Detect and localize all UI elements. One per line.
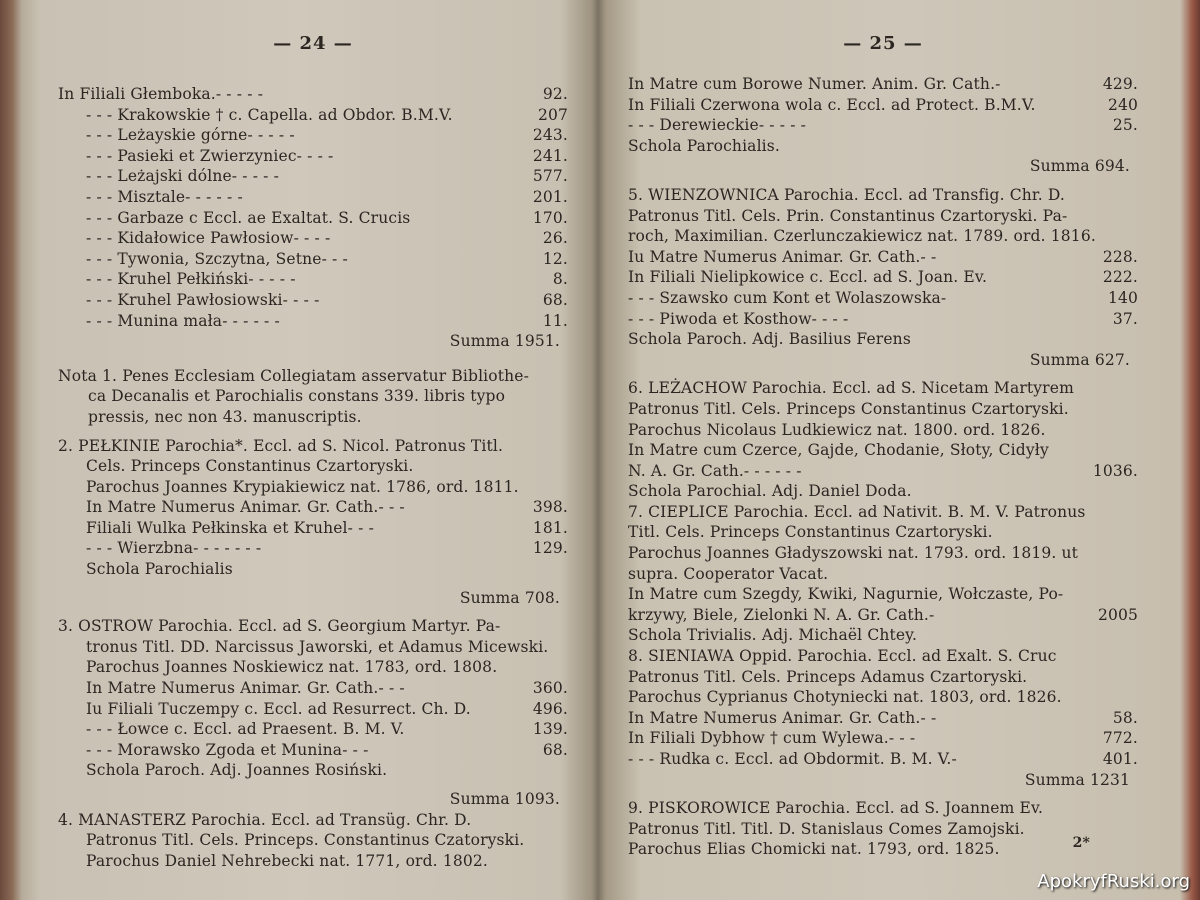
list-item: In Matre cum Borowe Numer. Anim. Gr. Cath. - 429. bbox=[628, 75, 1138, 93]
list-item: - - - Munina mała - - - - - - 11. bbox=[86, 311, 568, 330]
list-item: - - - Misztale - - - - - - 201. bbox=[86, 187, 568, 206]
nota-line: ca Decanalis et Parochialis constans 339. libris typo bbox=[88, 387, 506, 406]
list-item: - - - Wierzbna - - - - - - - 129. bbox=[86, 539, 568, 558]
schola-line: Schola Paroch. Adj. Joannes Rosiński. bbox=[86, 761, 388, 780]
parish-heading: 2. PEŁKINIE Parochia*. Eccl. ad S. Nicol. Patronus Titl. bbox=[58, 436, 504, 455]
parish-line: Parochus Joannes Gładyszowski nat. 1793. ord. 1819. ut bbox=[628, 544, 1079, 563]
parish-heading: 4. MANASTERZ Parochia. Eccl. ad Transüg. Chr. D. bbox=[58, 810, 472, 829]
parish-heading: 6. LEŻACHOW Parochia. Eccl. ad S. Nicetam Martyrem bbox=[628, 379, 1074, 398]
right-page bbox=[628, 0, 1138, 900]
summa-total: Summa 1951. bbox=[449, 332, 560, 351]
summa-total: Summa 1231 bbox=[1024, 770, 1130, 789]
parish-line: Parochus Cyprianus Chotyniecki nat. 1803, ord. 1826. bbox=[628, 688, 1062, 707]
parish-heading: 3. OSTROW Parochia. Eccl. ad S. Georgium Martyr. Pa- bbox=[58, 617, 501, 636]
parish-line: Patronus Titl. Cels. Prin. Constantinus Czartoryski. Pa- bbox=[628, 206, 1068, 225]
nota-line: pressis, nec non 43. manuscriptis. bbox=[88, 407, 362, 426]
list-item: - - - Kidałowice Pawłosiow - - - - 26. bbox=[86, 229, 568, 248]
summa-total: Summa 694. bbox=[1029, 157, 1130, 176]
parish-heading: 9. PISKOROWICE Parochia. Eccl. ad S. Joannem Ev. bbox=[628, 799, 1044, 818]
schola-line: Schola Trivialis. Adj. Michaël Chtey. bbox=[628, 626, 918, 645]
list-item: - - - Łowce c. Eccl. ad Praesent. B. M. V. 139. bbox=[86, 720, 568, 739]
list-item: In Filiali Dybhow † cum Wylewa. - - - 772. bbox=[628, 729, 1138, 748]
page-number-right: — 25 — bbox=[843, 33, 923, 54]
schola-line: Schola Paroch. Adj. Basilius Ferens bbox=[628, 330, 911, 349]
list-item: In Filiali Czerwona wola c. Eccl. ad Protect. B.M.V. 240 bbox=[628, 95, 1138, 114]
list-item: Iu Matre Numerus Animar. Gr. Cath. - - 228. bbox=[628, 247, 1138, 266]
list-item: Iu Filiali Tuczempy c. Eccl. ad Resurrect. Ch. D. 496. bbox=[86, 699, 568, 718]
watermark: ApokryfRuski.org bbox=[1037, 871, 1190, 892]
left-page bbox=[58, 0, 568, 900]
summa-total: Summa 627. bbox=[1029, 350, 1130, 369]
list-item: - - - Kruhel Pawłosiowski - - - - 68. bbox=[86, 290, 568, 309]
summa-total: Summa 1093. bbox=[449, 790, 560, 808]
page-number-left: — 24 — bbox=[273, 33, 353, 54]
parish-line: Cels. Princeps Constantinus Czartoryski. bbox=[86, 457, 414, 476]
list-item: Filiali Wulka Pełkinska et Kruhel - - - 181. bbox=[86, 518, 568, 537]
parish-line: In Matre cum Czerce, Gajde, Chodanie, Słoty, Cidyły bbox=[628, 441, 1049, 460]
list-item: - - - Leżayskie górne - - - - - 243. bbox=[86, 126, 568, 145]
right-page-text bbox=[628, 74, 1138, 860]
list-item: krzywy, Biele, Zielonki N. A. Gr. Cath. - 2005 bbox=[628, 605, 1138, 624]
parish-line: Titl. Cels. Princeps Constantinus Czartoryski. bbox=[628, 523, 993, 542]
parish-line: In Matre cum Szegdy, Kwiki, Nagurnie, Wołczaste, Po- bbox=[628, 585, 1064, 604]
parish-line: supra. Cooperator Vacat. bbox=[628, 564, 829, 583]
list-item: N. A. Gr. Cath. - - - - - - 1036. bbox=[628, 461, 1138, 480]
list-item: In Matre Numerus Animar. Gr. Cath. - - - 398. bbox=[86, 498, 568, 517]
list-item: - - - Szawsko cum Kont et Wolaszowska - 140 bbox=[628, 288, 1138, 307]
list-item: - - - Derewieckie - - - - - 25. bbox=[628, 116, 1138, 135]
list-item: - - - Leżajski dólne - - - - - 577. bbox=[86, 167, 568, 186]
signature-mark: 2* bbox=[1072, 835, 1090, 852]
list-item: - - - Piwoda et Kosthow - - - - 37. bbox=[628, 309, 1138, 328]
schola-line: Schola Parochialis. bbox=[628, 136, 780, 155]
parish-line: Parochus Joannes Noskiewicz nat. 1783, ord. 1808. bbox=[86, 658, 498, 677]
parish-line: roch, Maximilian. Czerlunczakiewicz nat. 1789. ord. 1816. bbox=[628, 227, 1096, 246]
list-item: In Filiali Głemboka. - - - - - 92. bbox=[58, 85, 568, 103]
parish-line: Patronus Titl. Cels. Princeps Adamus Czartoryski. bbox=[628, 667, 1028, 686]
list-item: - - - Garbaze c Eccl. ae Exaltat. S. Crucis 170. bbox=[86, 208, 568, 227]
parish-line: Parochus Nicolaus Ludkiewicz nat. 1800. ord. 1826. bbox=[628, 420, 1046, 439]
left-page-text bbox=[58, 84, 568, 871]
parish-line: Parochus Joannes Krypiakiewicz nat. 1786, ord. 1811. bbox=[86, 477, 519, 496]
parish-heading: 5. WIENZOWNICA Parochia. Eccl. ad Transfig. Chr. D. bbox=[628, 185, 1065, 204]
list-item: - - - Kruhel Pełkiński - - - - - 8. bbox=[86, 270, 568, 289]
parish-line: Parochus Daniel Nehrebecki nat. 1771, ord. 1802. bbox=[86, 851, 488, 870]
list-item: - - - Morawsko Zgoda et Munina - - - 68. bbox=[86, 740, 568, 759]
list-item: In Matre Numerus Animar. Gr. Cath. - - - 360. bbox=[86, 679, 568, 698]
list-item: - - - Rudka c. Eccl. ad Obdormit. B. M. V. - 401. bbox=[628, 750, 1138, 768]
list-item: - - - Krakowskie † c. Capella. ad Obdor. B.M.V. 207 bbox=[86, 105, 568, 124]
summa-total: Summa 708. bbox=[459, 588, 560, 607]
parish-line: Patronus Titl. Cels. Princeps. Constantinus Czatoryski. bbox=[86, 831, 525, 850]
parish-heading: 8. SIENIAWA Oppid. Parochia. Eccl. ad Exalt. S. Cruc bbox=[628, 647, 1057, 666]
parish-line: tronus Titl. DD. Narcissus Jaworski, et Adamus Micewski. bbox=[86, 637, 549, 656]
schola-line: Schola Parochialis bbox=[86, 560, 233, 579]
schola-line: Schola Parochial. Adj. Daniel Doda. bbox=[628, 482, 912, 501]
list-item: - - - Pasieki et Zwierzyniec - - - - 241. bbox=[86, 146, 568, 165]
list-item: In Matre Numerus Animar. Gr. Cath. - - 58. bbox=[628, 708, 1138, 727]
parish-heading: 7. CIEPLICE Parochia. Eccl. ad Nativit. B. M. V. Patronus bbox=[628, 502, 1086, 521]
parish-line: Patronus Titl. Titl. D. Stanislaus Comes Zamojski. bbox=[628, 819, 1025, 838]
list-item: In Filiali Nielipkowice c. Eccl. ad S. Joan. Ev. 222. bbox=[628, 268, 1138, 287]
nota-line: Nota 1. Penes Ecclesiam Collegiatam asservatur Bibliothe- bbox=[58, 366, 529, 385]
parish-line: Patronus Titl. Cels. Princeps Constantinus Czartoryski. bbox=[628, 399, 1069, 418]
parish-line: Parochus Elias Chomicki nat. 1793, ord. 1825. bbox=[628, 840, 1000, 859]
list-item: - - - Tywonia, Szczytna, Setne - - - 12. bbox=[86, 249, 568, 268]
